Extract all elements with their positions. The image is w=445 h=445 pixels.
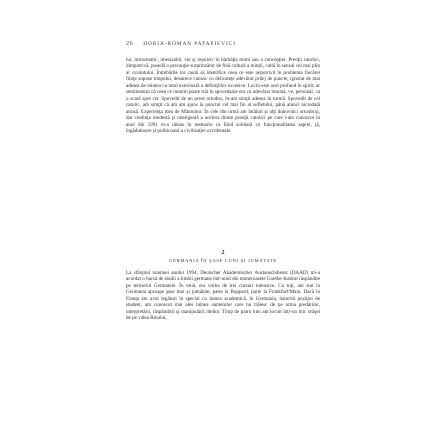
section-number: 2 [221,250,225,256]
body-text-before [126,57,320,134]
running-title: HORIA-ROMAN PATAPIEVICI [143,41,236,47]
running-head [126,41,236,47]
body-text-after [126,270,320,322]
page-number: 26 [126,41,134,47]
paragraph: lui, mirosmatic, imesizabil, vie şi repulsiv în bărbăţia mimi sau a concepţiei. Preoţii catolici, dimpotrivă, posedă o precauţie surprinzător de fină cultură a minţii, cultă în sensul cel mai plin al cuvântului. Întrebările lor caută să identifice ceea ce este nepotrivit în problema fiecărei fiinţe supuse timpului, deoarece cunosc cu delicateţe adevărul prilej de puncte, ignorat de mai adesea de mintea cu totul exterioară a definiţiilor excesive. Lucru este acel profund în spirit, ar sentimentul că ceea ce numim poate trăi în spovedanie era cu adevărat lumină, ve, personal, ca o scară spre cer. Spovedit de un preot ortodox, m-am simţit adesea în turmă. Spovedit de cel catolic, am simţit că am am ajuns la punctul cel mai fin al sufletului, până atunci niciodată atinsă. Experienţa mea de Mântuitor. În cele din urmă am întâlnit şi alţi duhovnici ortodocşi, dar credinţa modestă şi inteligentă a acelora dintre preoţii catolici pe care i-am cunoscut în anul din 1991 m-a rămas în memorie ca fiind solidară cu funcţionalitatea asprei, ţă, îngăduitoare şi politicoasă a civilizaţiei occidentale. [126,57,320,134]
paragraph: La sfârşitul toamnei anului 1994, Deutscher Akademischer Austauschdienst (DAAD) mi-a acordat o bursă de studii a limbii germane într-unul din numeroasele Goethe-Institut răspândite pe teritoriul Germaniei. În total, era vorba de trei cursuri intensive. Cu toţi, am stat în Germania aproape şase luni şi jumătate, parte la Boppard, parte la Frankfurt/Main. Dacă în Franţa am avut legături în special cu lumea academică, în Germania, datorită poziţiei de student, am cunoscut mai ales lumea oamenilor care nu trăiesc de pe urma predărilor, interpretării, răspândirii şi manipulării ideilor. Timp de patru luni am locuit într-un mic orăşel de pe valea Rinului, [126,270,320,322]
section-title: GERMANIA ÎN ŞASE LUNI ŞI JUMĂTATE [169,258,277,263]
